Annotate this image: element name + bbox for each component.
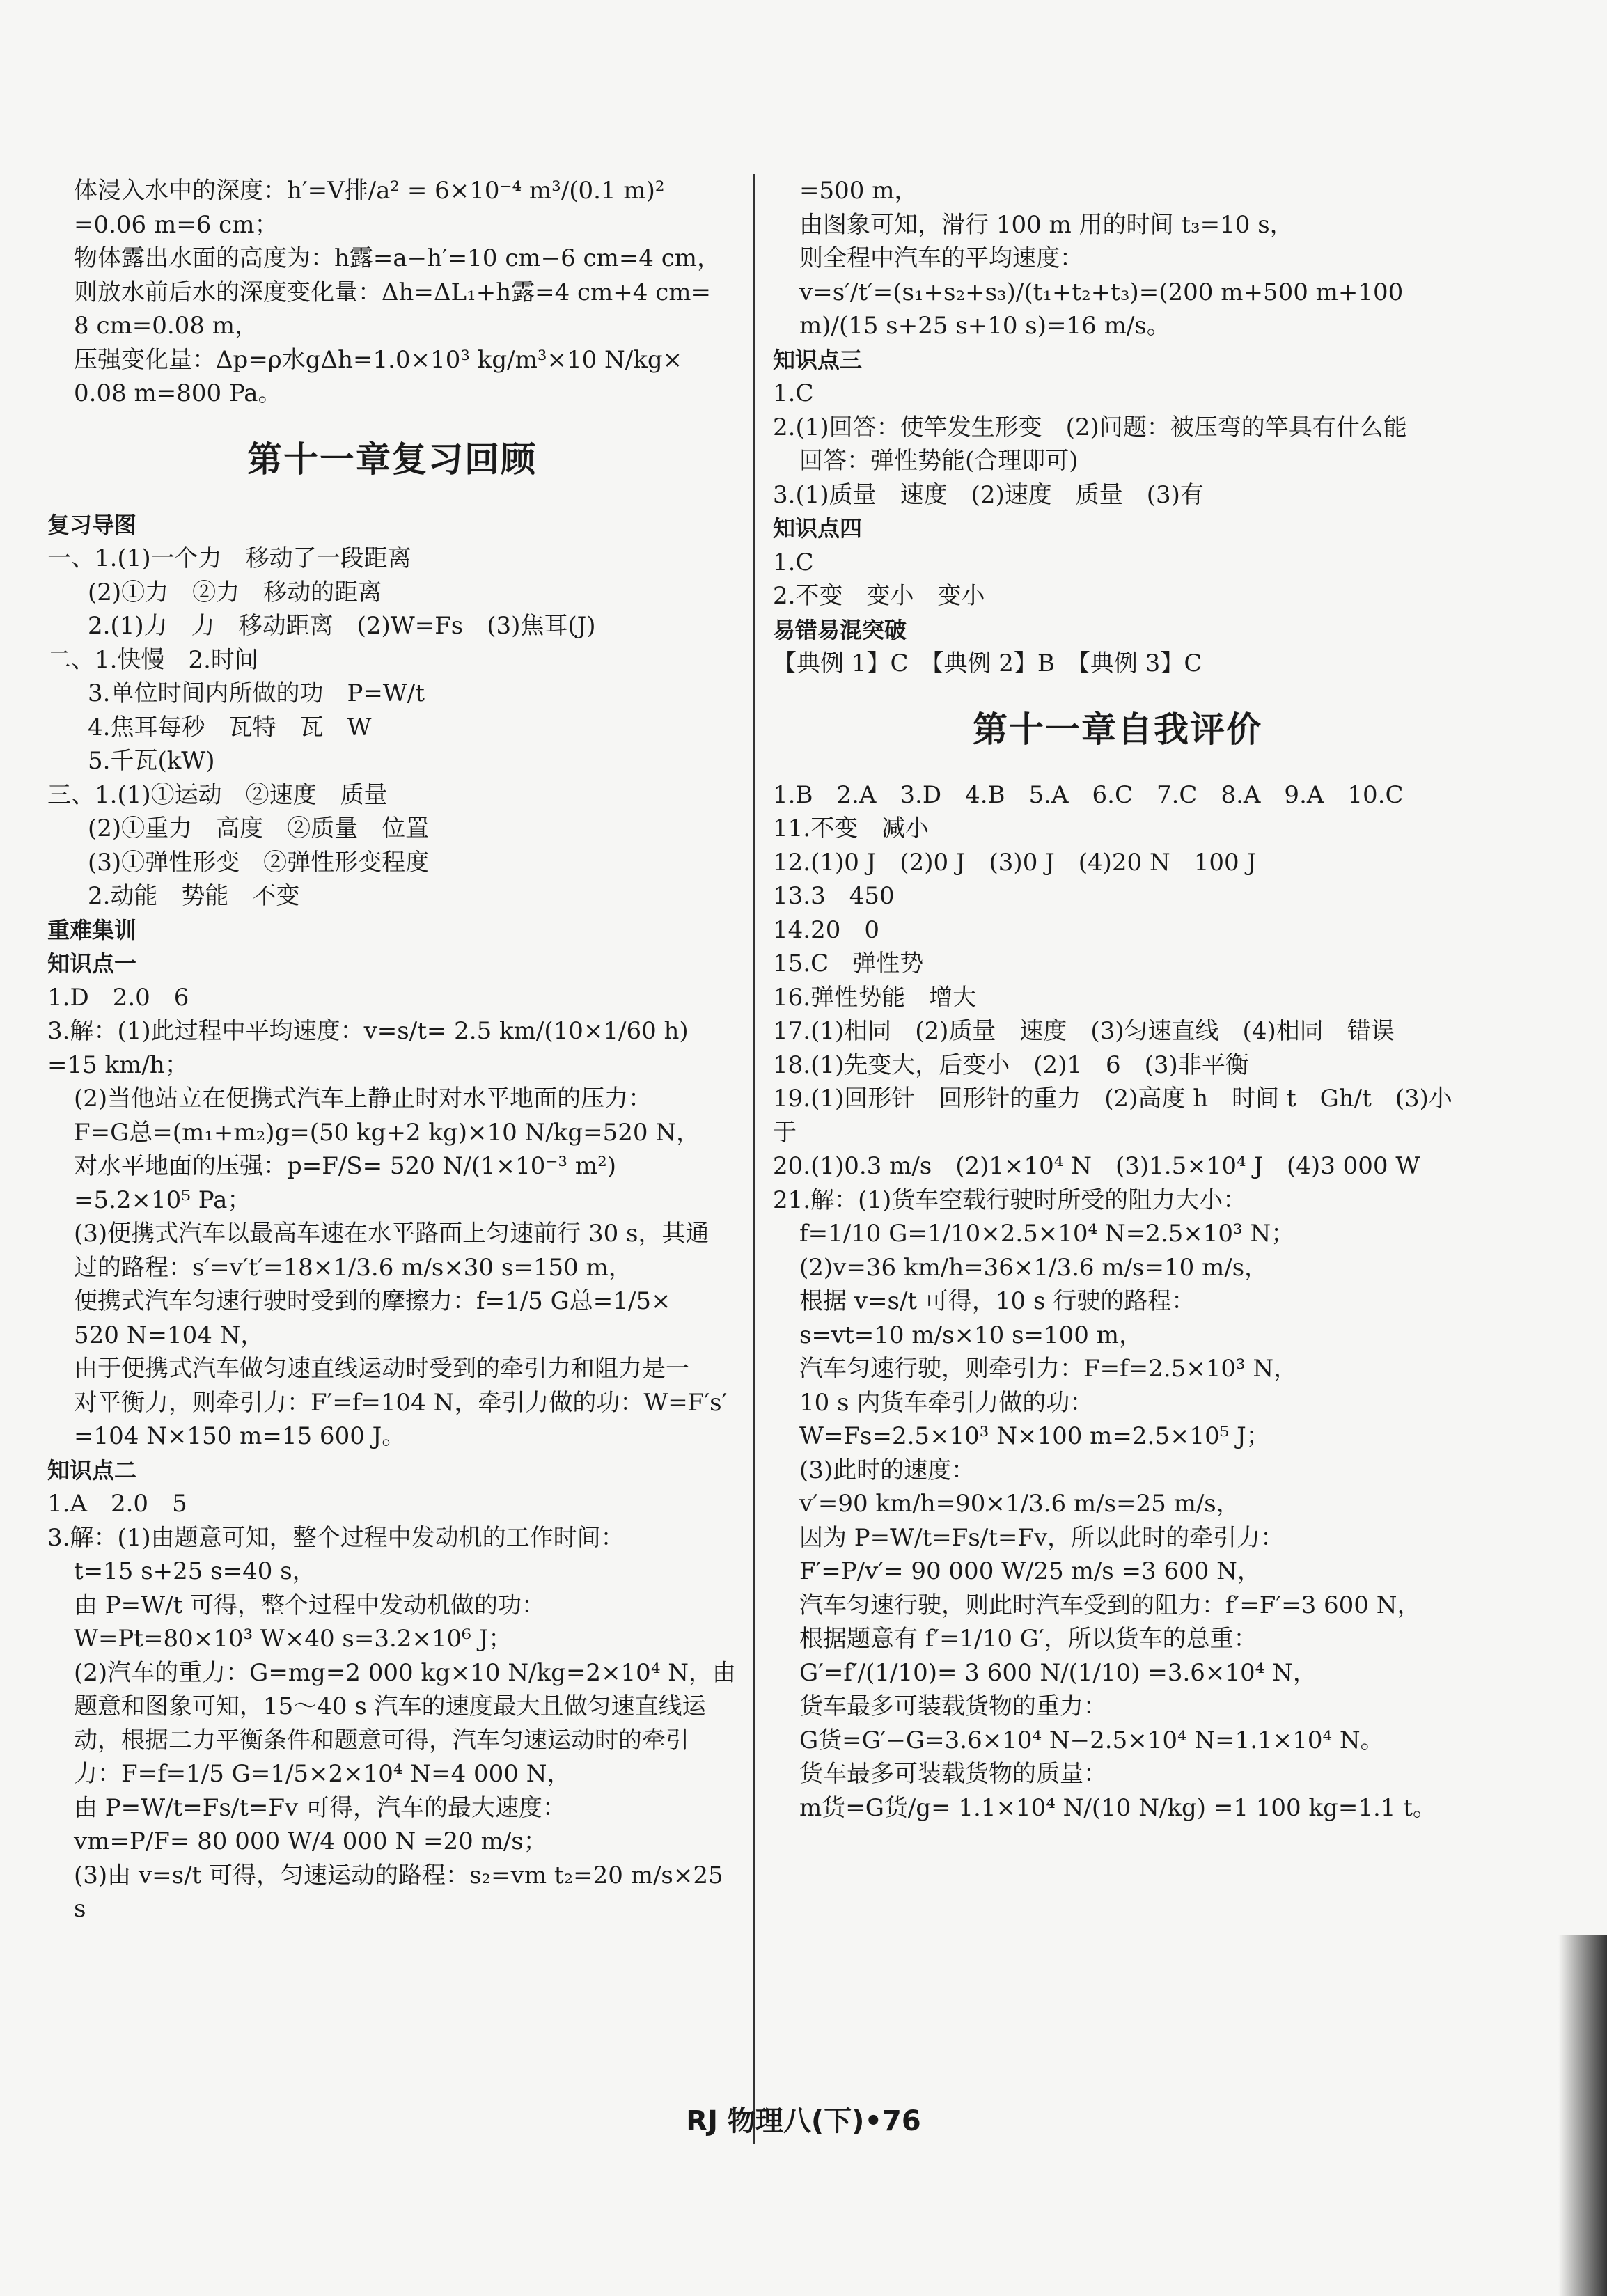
answer-line: G货=G′−G=3.6×10⁴ N−2.5×10⁴ N=1.1×10⁴ N。 bbox=[799, 1726, 1384, 1754]
answer-line: m货=G货/g= 1.1×10⁴ N/(10 N/kg) =1 100 kg=1.1 t。 bbox=[799, 1793, 1436, 1822]
section-heading: 易错易混突破 bbox=[773, 616, 907, 643]
answer-line: 则放水前后水的深度变化量：Δh=ΔL₁+h露=4 cm+4 cm= bbox=[74, 278, 711, 306]
answer-line: 20.(1)0.3 m/s (2)1×10⁴ N (3)1.5×10⁴ J (4)3 000 W bbox=[773, 1152, 1420, 1180]
answer-line: 10 s 内货车牵引力做的功： bbox=[799, 1388, 1094, 1417]
answer-line: =500 m， bbox=[799, 177, 918, 205]
column-divider bbox=[753, 174, 755, 2144]
answer-line: 2.不变 变小 变小 bbox=[773, 582, 985, 610]
answer-line: 由 P=W/t 可得，整个过程中发动机做的功： bbox=[74, 1591, 546, 1619]
answer-line: W=Fs=2.5×10³ N×100 m=2.5×10⁵ J； bbox=[799, 1422, 1270, 1450]
right-column bbox=[773, 174, 1462, 1825]
answer-line: 14.20 0 bbox=[773, 915, 879, 944]
answer-line: 3.解：(1)由题意可知，整个过程中发动机的工作时间： bbox=[47, 1523, 625, 1552]
answer-line: 一、1.(1)一个力 移动了一段距离 bbox=[47, 544, 411, 572]
answer-line: s=vt=10 m/s×10 s=100 m， bbox=[799, 1321, 1143, 1349]
answer-line: 汽车匀速行驶，则牵引力：F=f=2.5×10³ N， bbox=[799, 1355, 1298, 1383]
answer-line: 18.(1)先变大，后变小 (2)1 6 (3)非平衡 bbox=[773, 1051, 1249, 1079]
answer-line: 【典例 1】C 【典例 2】B 【典例 3】C bbox=[773, 650, 1202, 677]
answer-line: 力：F=f=1/5 G=1/5×2×10⁴ N=4 000 N， bbox=[74, 1760, 571, 1788]
answer-line: 题意和图象可知，15～40 s 汽车的速度最大且做匀速直线运 bbox=[74, 1692, 706, 1720]
answer-line: 物体露出水面的高度为：h露=a−h′=10 cm−6 cm=4 cm， bbox=[74, 244, 721, 272]
answer-line: 2.动能 势能 不变 bbox=[88, 882, 300, 910]
answer-line: 三、1.(1)①运动 ②速度 质量 bbox=[47, 780, 388, 809]
answer-line: 11.不变 减小 bbox=[773, 815, 930, 842]
answer-line: (3)便携式汽车以最高车速在水平路面上匀速前行 30 s，其通 bbox=[74, 1220, 710, 1248]
answer-line: F′=P/v′= 90 000 W/25 m/s =3 600 N， bbox=[799, 1557, 1261, 1585]
answer-line: 2.(1)回答：使竿发生形变 (2)问题：被压弯的竿具有什么能 bbox=[773, 413, 1407, 441]
page-footer: RJ 物理八(下)•76 bbox=[686, 2105, 921, 2137]
answer-line: 二、1.快慢 2.时间 bbox=[47, 645, 258, 674]
answer-line: 对平衡力，则牵引力：F′=f=104 N，牵引力做的功：W=F′s′ bbox=[74, 1388, 728, 1417]
answer-line: 19.(1)回形针 回形针的重力 (2)高度 h 时间 t Gh/t (3)小于 bbox=[773, 1085, 1452, 1147]
answer-line: (2)①力 ②力 移动的距离 bbox=[88, 578, 382, 606]
answer-line: vm=P/F= 80 000 W/4 000 N =20 m/s； bbox=[74, 1827, 547, 1855]
page-edge-shadow bbox=[1558, 1935, 1607, 2296]
answer-line: 1.C bbox=[773, 548, 814, 576]
answer-line: 由图象可知，滑行 100 m 用的时间 t₃=10 s， bbox=[799, 210, 1294, 239]
answer-line: 15.C 弹性势 bbox=[773, 950, 924, 977]
answer-line: 对水平地面的压强：p=F/S= 520 N/(1×10⁻³ m²) =5.2×10⁵ Pa； bbox=[74, 1152, 624, 1214]
answer-line: 1.B 2.A 3.D 4.B 5.A 6.C 7.C 8.A 9.A 10.C bbox=[773, 780, 1404, 809]
chapter-title: 第十一章自我评价 bbox=[973, 709, 1262, 750]
answer-line: 21.解：(1)货车空载行驶时所受的阻力大小： bbox=[773, 1186, 1247, 1214]
answer-line: 3.(1)质量 速度 (2)速度 质量 (3)有 bbox=[773, 480, 1204, 509]
answer-line: v′=90 km/h=90×1/3.6 m/s=25 m/s， bbox=[799, 1490, 1240, 1518]
answer-line: (2)当他站立在便携式汽车上静止时对水平地面的压力： bbox=[74, 1085, 652, 1112]
answer-line: 1.A 2.0 5 bbox=[47, 1490, 187, 1518]
answer-line: 0.08 m=800 Pa。 bbox=[74, 379, 282, 407]
answer-line: (2)汽车的重力：G=mg=2 000 kg×10 N/kg=2×10⁴ N，由 bbox=[74, 1658, 737, 1687]
section-heading: 复习导图 bbox=[47, 511, 137, 538]
answer-line: 1.C bbox=[773, 379, 814, 407]
answer-line: 由 P=W/t=Fs/t=Fv 可得，汽车的最大速度： bbox=[74, 1793, 566, 1822]
answer-line: t=15 s+25 s=40 s， bbox=[74, 1557, 316, 1585]
section-heading: 知识点二 bbox=[47, 1456, 137, 1484]
answer-line: G′=f′/(1/10)= 3 600 N/(1/10) =3.6×10⁴ N， bbox=[799, 1658, 1317, 1687]
answer-line: 3.解：(1)此过程中平均速度：v=s/t= 2.5 km/(10×1/60 h) =15 km/h； bbox=[47, 1017, 696, 1079]
answer-line: 因为 P=W/t=Fs/t=Fv，所以此时的牵引力： bbox=[799, 1523, 1285, 1552]
answer-line: 回答：弹性势能(合理即可) bbox=[799, 447, 1079, 475]
answer-line: f=1/10 G=1/10×2.5×10⁴ N=2.5×10³ N； bbox=[799, 1220, 1295, 1248]
answer-line: (2)v=36 km/h=36×1/3.6 m/s=10 m/s， bbox=[799, 1253, 1269, 1282]
answer-line: F=G总=(m₁+m₂)g=(50 kg+2 kg)×10 N/kg=520 N， bbox=[74, 1118, 700, 1147]
answer-line: 2.(1)力 力 移动距离 (2)W=Fs (3)焦耳(J) bbox=[88, 612, 596, 640]
answer-line: 16.弹性势能 增大 bbox=[773, 983, 977, 1012]
answer-line: 根据 v=s/t 可得，10 s 行驶的路程： bbox=[799, 1287, 1196, 1315]
answer-line: 由于便携式汽车做匀速直线运动时受到的牵引力和阻力是一 bbox=[74, 1355, 689, 1383]
answer-line: 动，根据二力平衡条件和题意可得，汽车匀速运动时的牵引 bbox=[74, 1726, 689, 1754]
answer-line: 货车最多可装载货物的质量： bbox=[799, 1760, 1107, 1788]
answer-line: 4.焦耳每秒 瓦特 瓦 W bbox=[88, 713, 372, 741]
answer-line: (2)①重力 高度 ②质量 位置 bbox=[88, 815, 430, 842]
answer-line: 汽车匀速行驶，则此时汽车受到的阻力：f′=F′=3 600 N， bbox=[799, 1591, 1421, 1619]
answer-line: (3)①弹性形变 ②弹性形变程度 bbox=[88, 848, 430, 876]
section-heading: 知识点四 bbox=[773, 515, 863, 542]
section-heading: 重难集训 bbox=[47, 916, 137, 943]
answer-line: 12.(1)0 J (2)0 J (3)0 J (4)20 N 100 J bbox=[773, 848, 1257, 876]
answer-line: 13.3 450 bbox=[773, 882, 895, 910]
answer-line: 根据题意有 f′=1/10 G′，所以货车的总重： bbox=[799, 1625, 1257, 1653]
answer-line: 则全程中汽车的平均速度： bbox=[799, 244, 1083, 272]
answer-line: 过的路程：s′=v′t′=18×1/3.6 m/s×30 s=150 m， bbox=[74, 1253, 632, 1282]
answer-line: v=s′/t′=(s₁+s₂+s₃)/(t₁+t₂+t₃)=(200 m+500 m+100 m)/(15 s+25 s+10 s)=16 m/s。 bbox=[799, 278, 1411, 340]
answer-line: (3)由 v=s/t 可得，匀速运动的路程：s₂=vm t₂=20 m/s×25 s bbox=[74, 1861, 731, 1923]
section-heading: 知识点三 bbox=[773, 346, 863, 373]
answer-line: 520 N=104 N， bbox=[74, 1321, 265, 1349]
section-heading: 知识点一 bbox=[47, 950, 137, 977]
answer-line: 8 cm=0.08 m， bbox=[74, 312, 258, 340]
answer-line: 17.(1)相同 (2)质量 速度 (3)匀速直线 (4)相同 错误 bbox=[773, 1017, 1395, 1045]
answer-line: W=Pt=80×10³ W×40 s=3.2×10⁶ J； bbox=[74, 1625, 512, 1653]
answer-line: 5.千瓦(kW) bbox=[88, 747, 215, 775]
chapter-title: 第十一章复习回顾 bbox=[247, 439, 537, 480]
answer-line: 3.单位时间内所做的功 P=W/t bbox=[88, 679, 425, 707]
answer-line: 1.D 2.0 6 bbox=[47, 983, 189, 1012]
answer-line: 货车最多可装载货物的重力： bbox=[799, 1692, 1107, 1720]
answer-line: 压强变化量：Δp=ρ水gΔh=1.0×10³ kg/m³×10 N/kg× bbox=[74, 345, 683, 374]
answer-line: 体浸入水中的深度：h′=V排/a² = 6×10⁻⁴ m³/(0.1 m)² =0.06 m=6 cm； bbox=[74, 177, 673, 239]
answer-line: 便携式汽车匀速行驶时受到的摩擦力：f=1/5 G总=1/5× bbox=[74, 1287, 671, 1315]
answer-line: (3)此时的速度： bbox=[799, 1456, 975, 1484]
left-column bbox=[47, 174, 737, 1926]
answer-line: =104 N×150 m=15 600 J。 bbox=[74, 1422, 406, 1450]
